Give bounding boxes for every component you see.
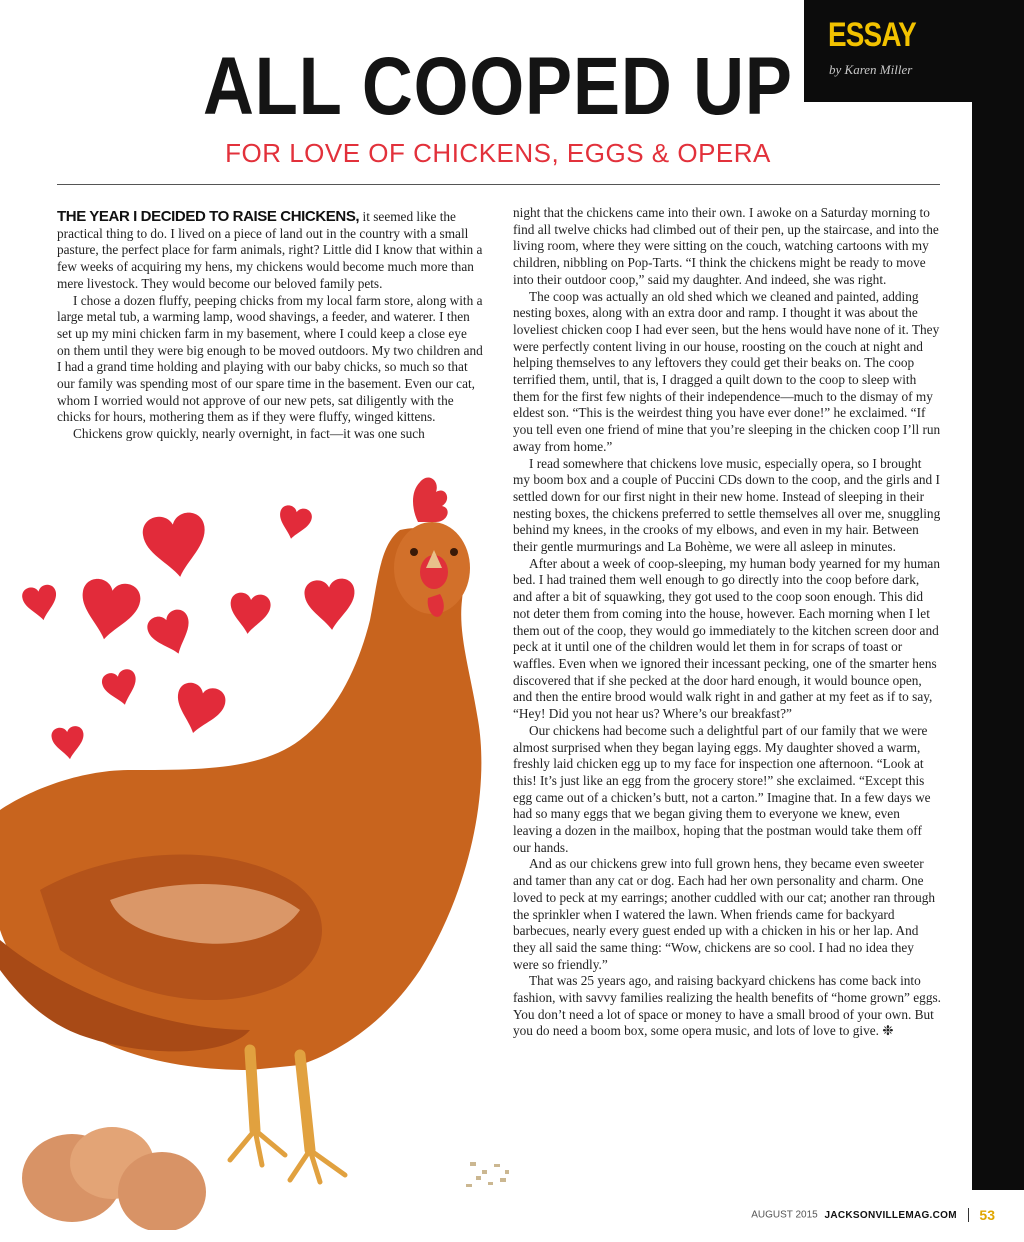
hearts-icon <box>21 504 357 761</box>
issue-date: AUGUST 2015 <box>751 1209 818 1221</box>
paragraph: I chose a dozen fluffy, peeping chicks from my local farm store, along with a large metal tub, a warming lamp, wood shavings, a feeder, and waterer. I then set up my mini chicken farm in my basement, where I could keep a close eye on them until they were big enough to be moved outdoors. My two children and I had a grand time holding and playing with our baby chicks, so much so that our family was spending most of our spare time in the basement. Even our cat, whom I worried would not approve of our new pets, sat diligently with the chicks for hours, mothering them as if they were fluffy, winged kittens. <box>57 292 483 425</box>
heart-icon <box>144 607 198 661</box>
page-title <box>0 41 996 132</box>
heart-icon <box>51 725 86 760</box>
heart-icon <box>75 577 142 645</box>
paragraph: After about a week of coop-sleeping, my human body yearned for my human bed. I had trained them well enough to go directly into the coop before dark, and after a bit of squawking, they got used to the coop soon enough. This did not deter them from coming into the house, however. Each morning when I let them out of the coop, they would go immediately to the kitchen screen door and peck at it until one of the children would let them in for scraps of toast or waffles. Even when we ignored their incessant pecking, one of the smarter hens discovered that if she pecked at the door hard enough, it would bounce open, and then the entire brood would walk right in and gather at my feet as if to say, “Hey! Did you not hear us? Where’s our breakfast?” <box>513 555 940 722</box>
footer-divider <box>968 1208 969 1222</box>
section-label: ESSAY <box>828 16 916 54</box>
paragraph: That was 25 years ago, and raising backyard chickens has come back into fashion, with savvy families realizing the health benefits of “home grown” eggs. You don’t need a lot of space or money to have a small brood of your own. But you do need a boom box, some opera music, and lots of love to give. ❉ <box>513 973 941 1039</box>
heart-icon <box>275 504 313 542</box>
page-subtitle: FOR LOVE OF CHICKENS, EGGS & OPERA <box>225 138 771 168</box>
hen-icon <box>0 477 481 1182</box>
heart-icon <box>304 578 357 632</box>
lead-in: THE YEAR I DECIDED TO RAISE CHICKENS, <box>57 208 360 225</box>
paragraph: I read somewhere that chickens love music, especially opera, so I brought my boom box and a couple of Puccini CDs down to the coop, and the girls and I settled down for our first night in their new home. Instead of sleeping in their nesting boxes, the chickens preferred to settle themselves all over me, snuggling behind my knees, in the crooks of my elbows, and even in my hair. Between their gentle murmurings and La Bohème, we were all asleep in minutes. <box>513 455 941 555</box>
heart-icon <box>170 680 228 739</box>
byline: by Karen Miller <box>829 62 913 77</box>
page-number: 53 <box>979 1207 995 1223</box>
paragraph: And as our chickens grew into full grown hens, they became even sweeter and tamer than any cat or dog. Each had her own personality and charm. One loved to peck at my earrings; another cuddled with our cat; another ran through the sprinkler when I watered the lawn. When friends came for backyard barbecues, nearly every guest ended up with a chicken in his or her lap. And they all said the same thing: “Wow, chickens are so cool. I had no idea they were so friendly.” <box>513 856 936 972</box>
heart-icon <box>21 583 60 623</box>
page-edge-bar <box>972 0 1024 1190</box>
feed-icon <box>466 1162 509 1187</box>
paragraph <box>57 209 483 293</box>
article-column-1 <box>57 209 483 443</box>
title-divider <box>57 184 940 185</box>
paragraph: Chickens grow quickly, nearly overnight, in fact—it was one such <box>73 426 425 442</box>
page-title-text: ALL COOPED UP <box>203 41 793 132</box>
article-column-2 <box>513 205 941 1040</box>
hen-illustration <box>0 470 515 1230</box>
eggs-icon <box>22 1127 206 1230</box>
paragraph-text: it seemed like the practical thing to do. I lived on a piece of land out in the country with a small pasture, the perfect place for farm animals, right? Little did I know that within a few weeks of acquiring my hens, my chickens would become much more than mere livestock. They would become our beloved family pets. <box>57 209 483 291</box>
heart-icon <box>228 592 272 636</box>
paragraph: Our chickens had become such a delightful part of our family that we were almost surprised when they began laying eggs. My daughter shoved a warm, freshly laid chicken egg up to my face for inspection one afternoon. “Look at this! It’s just like an egg from the grocery store!” she exclaimed. “Except this egg came out of a chicken’s butt, not a carton.” Imagine that. In a few days we had so many eggs that we began giving them to everyone we knew, even leaving a dozen in the mailbox, hoping that the postman would take them off our hands. <box>513 722 931 855</box>
heart-icon <box>141 511 211 582</box>
site-url: JACKSONVILLEMAG.COM <box>824 1209 957 1221</box>
paragraph: night that the chickens came into their own. I awoke on a Saturday morning to find all twelve chicks had climbed out of their pen, up the staircase, and into the living room, where they were sitting on the couch, watching cartoons with my children, nibbling on Pop-Tarts. “I think the chickens might be ready to move into their outdoor coop,” said my daughter. And indeed, she was right. <box>513 205 939 287</box>
paragraph: The coop was actually an old shed which we cleaned and painted, adding nesting boxes, along with an extra door and ramp. I thought it was about the loveliest chicken coop I had ever seen, but the hens would have none of it. They were perfectly content living in our house, roosting on the couch at night and helping themselves to any leftovers they could get their beaks on. The coop terrified them, until, that is, I dragged a quilt down to the coop to sleep with them for the first few nights of their independence—much to the dismay of my eldest son. “This is the weirdest thing you have ever done!” he exclaimed. “If you tell even one friend of mine that you’re sleeping in the chicken coop I’ll run away from home.” <box>513 288 941 454</box>
heart-icon <box>100 667 141 709</box>
page-footer <box>640 1207 995 1223</box>
